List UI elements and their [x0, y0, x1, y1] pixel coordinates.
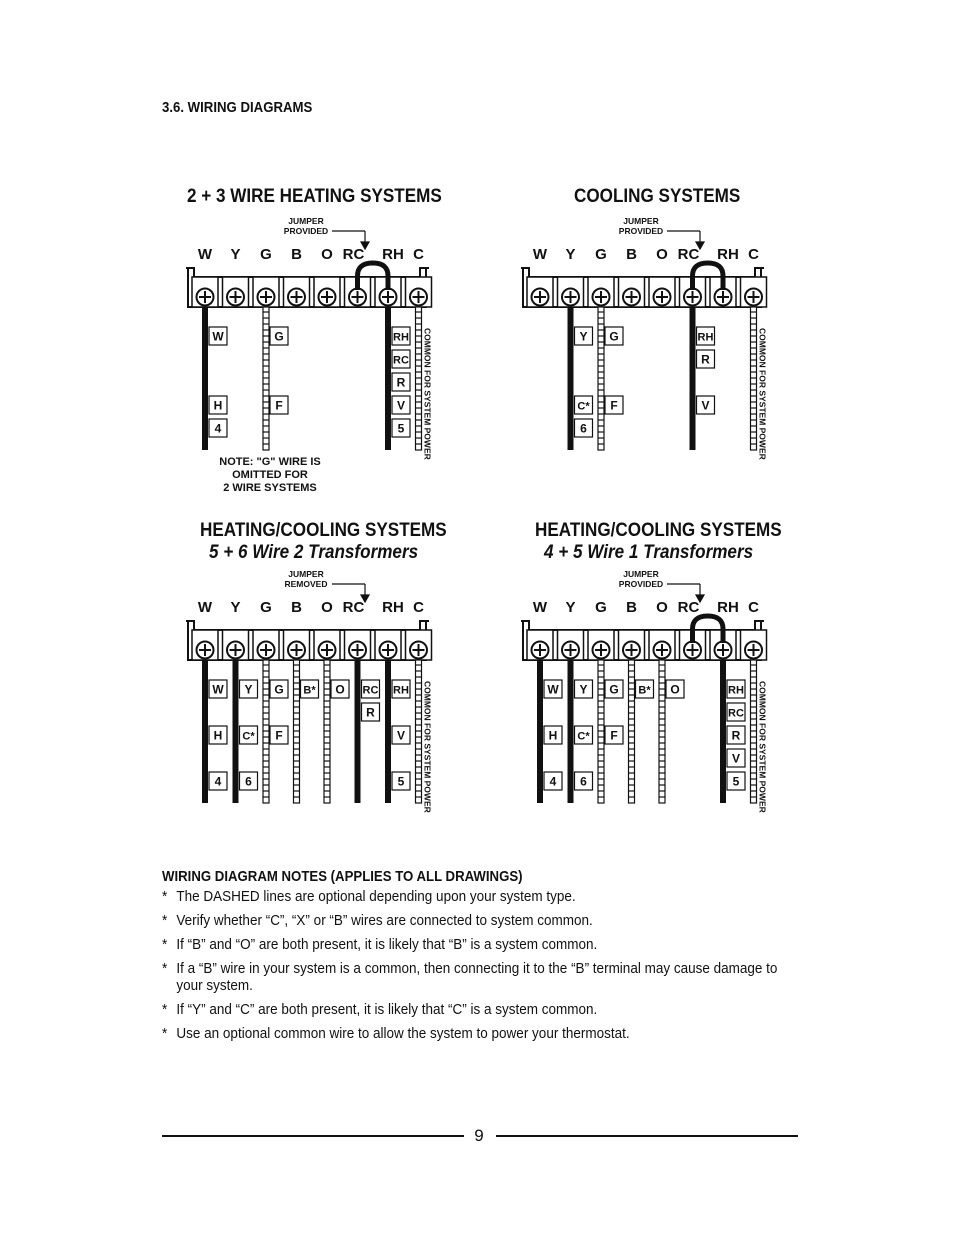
- wire-label: F: [610, 398, 618, 413]
- wire-label: C*: [242, 730, 255, 743]
- wire-label: F: [610, 728, 618, 743]
- wire-label: RH: [393, 684, 409, 697]
- terminal-label-rh: RH: [382, 246, 404, 263]
- terminal-label-o: O: [656, 246, 668, 263]
- terminal-label-rc: RC: [342, 246, 365, 263]
- wire-solid: [233, 660, 239, 803]
- terminal-label-g: G: [260, 599, 272, 616]
- jumper-label: JUMPER: [288, 569, 324, 579]
- terminal-label-y: Y: [230, 246, 241, 263]
- wire-label: Y: [244, 682, 253, 697]
- wire-label: W: [212, 329, 224, 344]
- wire-label: H: [213, 728, 223, 743]
- wire-label: RC: [393, 354, 409, 367]
- wire-label: C*: [577, 400, 590, 413]
- wire-label: G: [274, 682, 284, 697]
- terminal-label-y: Y: [230, 599, 241, 616]
- wire-label: RH: [728, 684, 744, 697]
- common-for-system-power-label: COMMON FOR SYSTEM POWER: [422, 681, 433, 813]
- page-number: 9: [474, 1126, 484, 1145]
- wire-label: 4: [214, 774, 222, 789]
- terminal-label-rc: RC: [677, 246, 700, 263]
- wiring-diagram-heatcool-2-transformers: [170, 563, 460, 853]
- jumper-label: PROVIDED: [283, 226, 329, 236]
- wire-label: O: [335, 682, 345, 697]
- wire-label: 6: [580, 421, 587, 436]
- wire-solid: [385, 307, 391, 450]
- wire-solid: [202, 307, 208, 450]
- wiring-diagram-heatcool-1-transformer: [505, 563, 795, 853]
- g-wire-note: 2 WIRE SYSTEMS: [223, 482, 317, 494]
- jumper-label: JUMPER: [623, 216, 659, 226]
- diagram-4-subtitle: 4 + 5 Wire 1 Transformers: [544, 542, 754, 563]
- common-for-system-power-label: COMMON FOR SYSTEM POWER: [422, 328, 433, 460]
- wire-label: G: [609, 329, 619, 344]
- terminal-label-w: W: [532, 599, 548, 616]
- wire-label: B*: [638, 684, 651, 697]
- note-item: * Verify whether “C”, “X” or “B” wires are connected to system common.: [162, 912, 797, 929]
- diagram-4-title: HEATING/COOLING SYSTEMS: [535, 520, 782, 541]
- wire-label: R: [731, 728, 741, 743]
- wire-label: F: [275, 398, 283, 413]
- wire-label: R: [701, 352, 710, 367]
- wire-label: Y: [579, 329, 588, 344]
- wire-label: 4: [549, 774, 557, 789]
- wire-label: W: [212, 682, 224, 697]
- diagram-2-title: COOLING SYSTEMS: [574, 186, 741, 207]
- wire-label: R: [396, 375, 406, 390]
- note-item: * The DASHED lines are optional depending upon your system type.: [162, 888, 797, 905]
- terminal-label-rh: RH: [382, 599, 404, 616]
- terminal-label-w: W: [197, 246, 213, 263]
- wire-label: G: [274, 329, 284, 344]
- wire-label: V: [396, 398, 406, 413]
- wire-label: F: [275, 728, 283, 743]
- notes-list: [162, 888, 842, 1049]
- jumper-label: PROVIDED: [618, 579, 664, 589]
- terminal-label-b: B: [626, 246, 637, 263]
- wire-solid: [568, 307, 574, 450]
- terminal-label-g: G: [595, 599, 607, 616]
- terminal-label-b: B: [291, 599, 302, 616]
- wire-label: R: [366, 705, 375, 720]
- wire-label: RH: [393, 331, 409, 344]
- wire-label: H: [548, 728, 558, 743]
- wire-label: W: [547, 682, 559, 697]
- terminal-label-c: C: [748, 599, 759, 616]
- terminal-label-y: Y: [565, 246, 576, 263]
- wire-label: V: [396, 728, 406, 743]
- terminal-label-c: C: [413, 246, 424, 263]
- common-for-system-power-label: COMMON FOR SYSTEM POWER: [757, 681, 768, 813]
- note-item: * Use an optional common wire to allow the system to power your thermostat.: [162, 1025, 797, 1042]
- wire-label: RH: [697, 331, 714, 344]
- wire-label: 5: [732, 774, 740, 789]
- wire-solid: [355, 660, 361, 803]
- terminal-label-o: O: [656, 599, 668, 616]
- diagram-3-subtitle: 5 + 6 Wire 2 Transformers: [209, 542, 419, 563]
- terminal-label-g: G: [595, 246, 607, 263]
- g-wire-note: NOTE: "G" WIRE IS: [219, 456, 321, 468]
- wire-solid: [537, 660, 543, 803]
- terminal-label-rh: RH: [717, 599, 739, 616]
- note-item: * If “B” and “O” are both present, it is likely that “B” is a system common.: [162, 936, 797, 953]
- terminal-label-c: C: [748, 246, 759, 263]
- wire-solid: [202, 660, 208, 803]
- terminal-label-rh: RH: [717, 246, 739, 263]
- wire-label: G: [609, 682, 619, 697]
- terminal-label-w: W: [197, 599, 213, 616]
- wiring-diagram-heating: [170, 210, 460, 500]
- wire-solid: [385, 660, 391, 803]
- terminal-label-o: O: [321, 599, 333, 616]
- note-item: * If a “B” wire in your system is a common, then connecting it to the “B” terminal may cause damage to your system.: [162, 960, 797, 994]
- terminal-label-b: B: [626, 599, 637, 616]
- terminal-label-y: Y: [565, 599, 576, 616]
- wire-label: H: [213, 398, 223, 413]
- wire-label: V: [701, 398, 710, 413]
- wire-label: O: [670, 682, 680, 697]
- terminal-label-rc: RC: [677, 599, 700, 616]
- terminal-label-c: C: [413, 599, 424, 616]
- jumper-label: JUMPER: [623, 569, 659, 579]
- notes-title: WIRING DIAGRAM NOTES (APPLIES TO ALL DRAWINGS): [162, 868, 523, 885]
- jumper-label: REMOVED: [284, 579, 328, 589]
- wire-label: RC: [728, 707, 744, 720]
- wire-label: 6: [580, 774, 587, 789]
- wire-solid: [568, 660, 574, 803]
- wire-label: C*: [577, 730, 590, 743]
- terminal-label-b: B: [291, 246, 302, 263]
- wire-label: Y: [579, 682, 588, 697]
- section-title: 3.6. WIRING DIAGRAMS: [162, 99, 313, 116]
- wire-label: RC: [362, 684, 379, 697]
- diagram-3-title: HEATING/COOLING SYSTEMS: [200, 520, 447, 541]
- wire-label: V: [731, 751, 741, 766]
- footer-rule-right: [496, 1135, 798, 1137]
- terminal-label-rc: RC: [342, 599, 365, 616]
- wire-label: 5: [397, 774, 405, 789]
- terminal-label-o: O: [321, 246, 333, 263]
- g-wire-note: OMITTED FOR: [232, 469, 308, 481]
- wiring-diagram-cooling: [505, 210, 795, 500]
- note-item: * If “Y” and “C” are both present, it is likely that “C” is a system common.: [162, 1001, 797, 1018]
- common-for-system-power-label: COMMON FOR SYSTEM POWER: [757, 328, 768, 460]
- footer-rule-left: [162, 1135, 464, 1137]
- wire-label: B*: [303, 684, 316, 697]
- wire-label: 5: [397, 421, 405, 436]
- wire-label: 6: [245, 774, 252, 789]
- jumper-label: JUMPER: [288, 216, 324, 226]
- diagram-1-title: 2 + 3 WIRE HEATING SYSTEMS: [187, 186, 442, 207]
- jumper-label: PROVIDED: [618, 226, 664, 236]
- terminal-label-w: W: [532, 246, 548, 263]
- wire-label: 4: [214, 421, 222, 436]
- wire-solid: [720, 660, 726, 803]
- wire-solid: [690, 307, 696, 450]
- terminal-label-g: G: [260, 246, 272, 263]
